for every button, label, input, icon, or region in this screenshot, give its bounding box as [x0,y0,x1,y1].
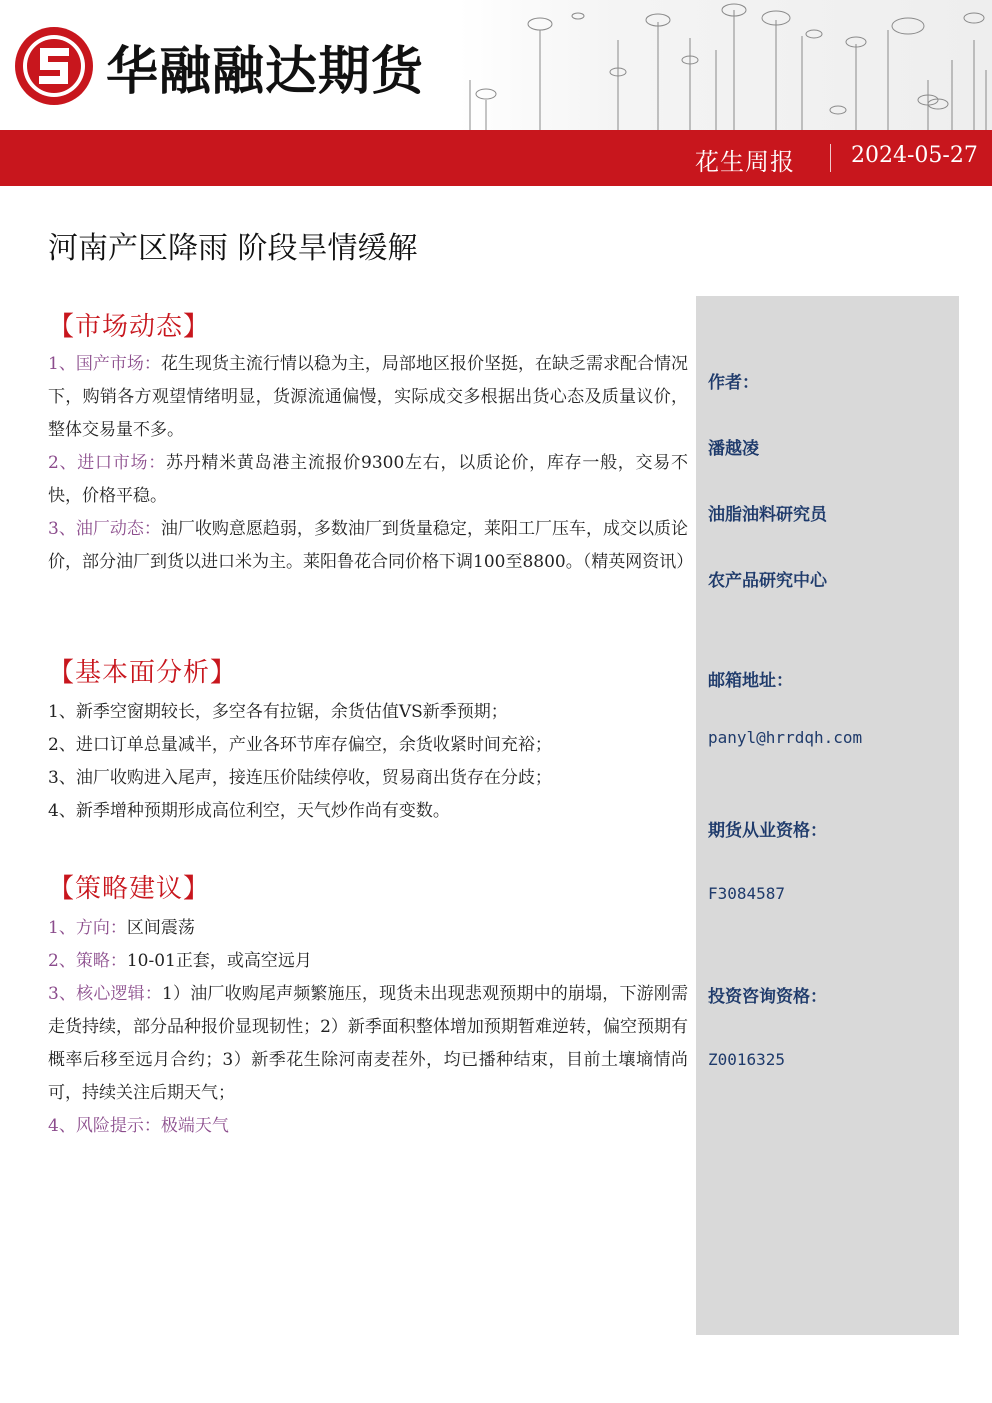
strategy-item-label: 3、核心逻辑： [48,984,163,1004]
strategy-item-label: 4、风险提示： [48,1116,161,1136]
strategy-item-text: 极端天气 [160,1116,229,1136]
author-department: 农产品研究中心 [708,571,827,591]
market-item-text: 花生现货主流行情以稳为主，局部地区报价坚挺，在缺乏需求配合情况下，购销各方观望情绪明显，货源流通偏慢，实际成交多根据出货心态及质量议价，整体交易量不多。 [48,354,688,440]
fundamentals-item: 2、进口订单总量减半，产业各环节库存偏空，余货收紧时间充裕； [48,735,552,755]
market-section [48,348,694,579]
strategy-section [48,912,688,1143]
advisory-qualification-number: Z0016325 [708,1050,786,1069]
company-name: 华融融达期货 [106,41,425,102]
futures-qualification-label: 期货从业资格： [708,821,827,841]
futures-qualification-number: F3084587 [708,884,786,903]
report-title: 河南产区降雨 阶段旱情缓解 [48,231,418,266]
strategy-item-label: 1、方向： [48,918,127,938]
strategy-item-text: 1）油厂收购尾声频繁施压，现货未出现悲观预期中的崩塌，下游刚需走货持续，部分品种报价显现韧性；2）新季面积整体增加预期暂难逆转，偏空预期有概率后移至远月合约；3）新季花生除河南麦茬外，均已播种结束，目前土壤墒情尚可，持续关注后期天气； [48,984,688,1103]
market-item-label: 3、油厂动态： [48,519,161,539]
strategy-item-label: 2、策略： [48,951,127,971]
fundamentals-item: 3、油厂收购进入尾声，接连压价陆续停收，贸易商出货存在分歧； [48,768,552,788]
market-item-label: 1、国产市场： [48,354,161,374]
market-item-text: 油厂收购意愿趋弱，多数油厂到货量稳定，莱阳工厂压车，成交以质论价，部分油厂到货以进口米为主。莱阳鲁花合同价格下调100至8800。（精英网资讯） [48,519,694,572]
strategy-item [48,945,688,978]
email-label: 邮箱地址： [708,671,793,691]
report-date: 2024-05-27 [851,143,978,168]
market-item-label: 2、进口市场： [48,453,166,473]
author-label: 作者： [708,373,759,393]
market-item [48,513,694,579]
company-logo-icon [12,24,96,108]
decorative-header-graphic [458,0,992,130]
market-item [48,348,688,447]
market-item [48,447,688,513]
strategy-item [48,1110,688,1143]
report-type: 花生周报 [695,148,795,176]
author-sidebar [696,296,959,1335]
fundamentals-section [48,696,688,828]
report-banner [0,130,992,186]
company-brand [12,24,424,108]
strategy-item [48,978,688,1110]
fundamentals-item: 4、新季增种预期形成高位利空，天气炒作尚有变数。 [48,801,450,821]
advisory-qualification-label: 投资咨询资格： [708,987,827,1007]
author-title: 油脂油料研究员 [708,505,827,525]
strategy-item [48,912,688,945]
fundamentals-item: 1、新季空窗期较长，多空各有拉锯，余货估值VS新季预期； [48,702,508,722]
email-address[interactable]: panyl@hrrdqh.com [708,728,863,747]
section-heading-fundamentals: 【基本面分析】 [48,658,238,688]
author-name: 潘越凌 [708,439,759,459]
section-heading-market: 【市场动态】 [48,312,211,342]
strategy-item-text: 区间震荡 [126,918,195,938]
banner-divider [830,144,831,172]
strategy-item-text: 10-01正套，或高空远月 [126,951,312,971]
section-heading-strategy: 【策略建议】 [48,874,211,904]
market-item-text: 苏丹精米黄岛港主流报价9300左右，以质论价，库存一般，交易不快，价格平稳。 [48,453,688,506]
